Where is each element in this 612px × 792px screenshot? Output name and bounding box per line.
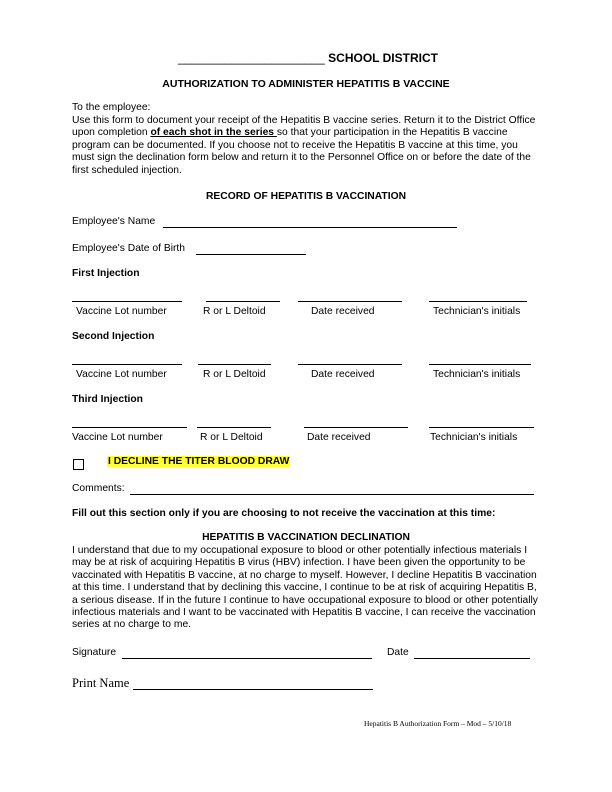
second-lot-field[interactable] <box>72 364 182 365</box>
third-tech-label: Technician's initials <box>430 432 518 443</box>
comments-field[interactable] <box>130 494 534 495</box>
salutation: To the employee: <box>72 102 151 113</box>
record-title: RECORD OF HEPATITIS B VACCINATION <box>205 191 407 202</box>
first-site-field[interactable] <box>206 301 280 302</box>
intro-paragraph <box>72 115 542 177</box>
second-date-label: Date received <box>311 369 375 380</box>
third-lot-label: Vaccine Lot number <box>72 432 163 443</box>
second-tech-label: Technician's initials <box>433 369 521 380</box>
print-name-label: Print Name <box>72 676 130 690</box>
employee-dob-label: Employee's Date of Birth <box>72 243 185 254</box>
first-lot-label: Vaccine Lot number <box>76 306 167 317</box>
signature-field[interactable] <box>122 658 372 659</box>
print-name-field[interactable] <box>133 689 373 690</box>
form-title: AUTHORIZATION TO ADMINISTER HEPATITIS B VACCINE <box>162 78 450 90</box>
district-label: SCHOOL DISTRICT <box>328 51 438 65</box>
second-injection-title: Second Injection <box>72 331 155 342</box>
third-injection-title: Third Injection <box>72 394 143 405</box>
district-name-line <box>178 51 438 65</box>
third-site-field[interactable] <box>197 427 271 428</box>
intro-text-before: Use this form to document your receipt of the Hepatitis B vaccine series. Return it to the District Office upon completion <box>72 115 536 139</box>
first-site-label: R or L Deltoid <box>203 306 266 317</box>
first-date-field[interactable] <box>298 301 402 302</box>
second-date-field[interactable] <box>298 364 402 365</box>
intro-text-underlined: of each shot in the series <box>150 127 277 139</box>
first-injection-title: First Injection <box>72 268 140 279</box>
date-label: Date <box>387 647 409 658</box>
intro-text-after: so that your participation in the Hepatitis B vaccine program can be documented. If you choose not to receive the Hepatitis B vaccine at this time, you must sign the declination form below and return it to the Personnel Office on or before the date of the first scheduled injection. <box>72 127 531 176</box>
declination-title: HEPATITIS B VACCINATION DECLINATION <box>202 532 410 543</box>
date-field[interactable] <box>414 658 530 659</box>
titer-decline-label: I DECLINE THE TITER BLOOD DRAW <box>108 456 290 467</box>
first-tech-label: Technician's initials <box>433 306 521 317</box>
third-date-label: Date received <box>307 432 371 443</box>
third-lot-field[interactable] <box>72 427 187 428</box>
second-tech-field[interactable] <box>429 364 531 365</box>
second-lot-label: Vaccine Lot number <box>76 369 167 380</box>
footer-text: Hepatitis B Authorization Form – Mod – 5/10/18 <box>364 719 512 728</box>
second-site-label: R or L Deltoid <box>203 369 266 380</box>
declination-paragraph: I understand that due to my occupational exposure to blood or other potentially infectious materials I may be at risk of acquiring Hepatitis B virus (HBV) infection. I have been given the opportunity to be vaccinated with Hepatitis B vaccine, at no charge to myself. However, I decline Hepatitis B vaccination at this time. I understand that by declining this vaccine, I continue to be at risk of acquiring Hepatitis B, a serious disease. If in the future I continue to have occupational exposure to blood or other potentially infectious materials and I want to be vaccinated with Hepatitis B vaccine, I can receive the vaccination series at no charge to me. <box>72 545 538 631</box>
titer-decline-checkbox[interactable] <box>73 459 84 470</box>
second-site-field[interactable] <box>198 364 271 365</box>
district-name-blank[interactable]: ______________________ <box>178 51 325 65</box>
first-tech-field[interactable] <box>429 301 527 302</box>
employee-name-label: Employee's Name <box>72 216 156 227</box>
declination-instruction: Fill out this section only if you are choosing to not receive the vaccination at this time: <box>72 508 496 519</box>
employee-dob-field[interactable] <box>196 254 306 255</box>
comments-label: Comments: <box>72 483 125 494</box>
first-lot-field[interactable] <box>72 301 182 302</box>
first-date-label: Date received <box>311 306 375 317</box>
third-site-label: R or L Deltoid <box>200 432 263 443</box>
third-tech-field[interactable] <box>429 427 534 428</box>
employee-name-field[interactable] <box>163 227 457 228</box>
signature-label: Signature <box>72 647 117 658</box>
third-date-field[interactable] <box>304 427 408 428</box>
titer-decline-label-wrap <box>107 456 290 467</box>
